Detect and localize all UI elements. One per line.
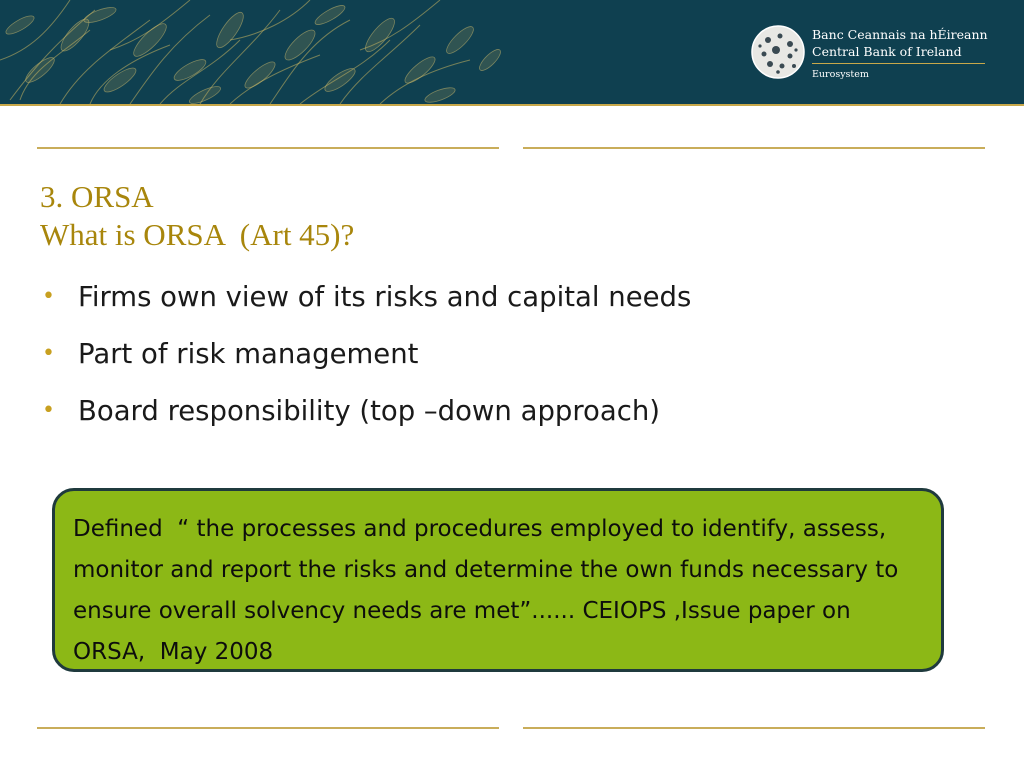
definition-text: Defined “ the processes and procedures employed to identify, assess, monitor and report the risks and determine the own funds necessary to ensure overall solvency needs are met”...... CEIOPS ,Issue paper on ORSA, May 2008 (73, 516, 906, 665)
bullet-dot-icon: • (42, 284, 55, 309)
bullet-text: Part of risk management (78, 338, 419, 370)
logo-divider (812, 63, 985, 64)
leaf-pattern-decoration (0, 0, 520, 104)
top-left-divider (37, 147, 499, 149)
banner-gold-rule (0, 104, 1024, 106)
bullet-list (42, 278, 691, 449)
title-line-2: What is ORSA (Art 45)? (40, 217, 355, 252)
seal-icon (750, 24, 806, 80)
top-right-divider (523, 147, 985, 149)
central-bank-logo (750, 24, 1010, 84)
bullet-item (42, 278, 691, 335)
org-name-english: Central Bank of Ireland (812, 44, 962, 59)
bullet-dot-icon: • (42, 341, 55, 366)
eurosystem-label: Eurosystem (812, 69, 869, 80)
bullet-text: Firms own view of its risks and capital needs (78, 281, 692, 313)
org-name-irish: Banc Ceannais na hÉireann (812, 27, 988, 42)
bullet-text: Board responsibility (top –down approach) (78, 395, 661, 427)
slide-title (40, 178, 354, 254)
definition-box (52, 488, 944, 672)
bullet-item (42, 392, 691, 449)
bullet-dot-icon: • (42, 398, 55, 423)
bottom-right-divider (523, 727, 985, 729)
bottom-left-divider (37, 727, 499, 729)
title-line-1: 3. ORSA (40, 179, 154, 214)
header-banner (0, 0, 1024, 106)
bullet-item (42, 335, 691, 392)
